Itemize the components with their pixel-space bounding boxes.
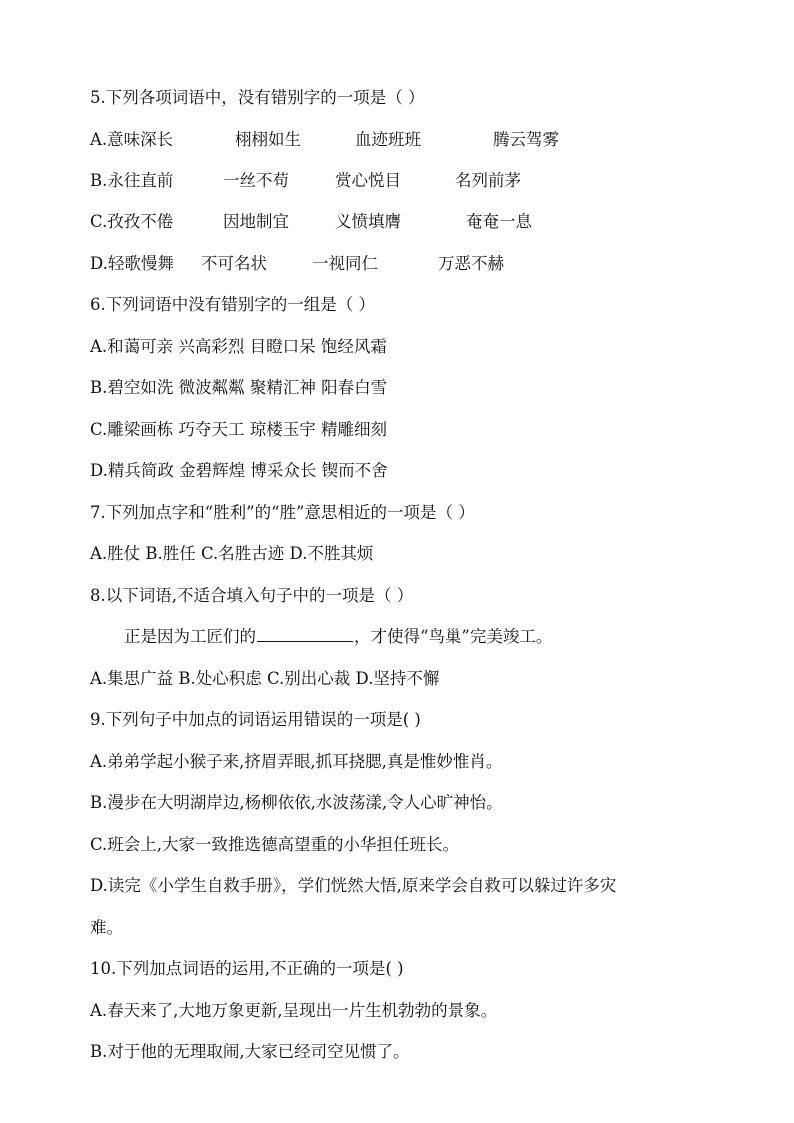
option-a-word-4: 腾云驾雾 bbox=[493, 130, 559, 149]
option-c-word-1: C.孜孜不倦 bbox=[90, 212, 174, 231]
question-5-stem: 5.下列各项词语中，没有错别字的一项是（ ） bbox=[90, 88, 425, 107]
fill-in-blank[interactable] bbox=[257, 625, 353, 642]
question-6-option-a: A.和蔼可亲 兴高彩烈 目瞪口呆 饱经风霜 bbox=[90, 337, 387, 356]
option-c-word-2: 因地制宜 bbox=[223, 212, 289, 231]
question-8-stem: 8.以下词语,不适合填入句子中的一项是（ ） bbox=[90, 586, 414, 605]
question-9-option-c: C.班会上,大家一致推选德高望重的小华担任班长。 bbox=[90, 835, 460, 854]
question-10-option-a: A.春天来了,大地万象更新,呈现出一片生机勃勃的景象。 bbox=[90, 1001, 498, 1020]
question-8-sentence bbox=[124, 625, 552, 649]
question-9-option-a: A.弟弟学起小猴子来,挤眉弄眼,抓耳挠腮,真是惟妙惟肖。 bbox=[90, 752, 503, 771]
question-6-option-c: C.雕梁画栋 巧夺天工 琼楼玉宇 精雕细刻 bbox=[90, 420, 388, 439]
question-9-option-d-line-1: D.读完《小学生自救手册》，学们恍然大悟,原来学会自救可以躲过许多灾 bbox=[90, 876, 617, 895]
question-6-option-b: B.碧空如洗 微波粼粼 聚精汇神 阳春白雪 bbox=[90, 378, 388, 397]
question-9-option-b: B.漫步在大明湖岸边,杨柳依依,水波荡漾,令人心旷神怡。 bbox=[90, 793, 503, 812]
option-a-word-2: 栩栩如生 bbox=[235, 130, 301, 149]
option-a-word-3: 血迹班班 bbox=[355, 130, 421, 149]
option-c-word-3: 义愤填膺 bbox=[335, 212, 401, 231]
option-d-word-4: 万恶不赫 bbox=[438, 254, 504, 273]
option-d-word-1: D.轻歌慢舞 bbox=[90, 254, 174, 273]
option-c-word-4: 奄奄一息 bbox=[466, 212, 532, 231]
option-b-word-1: B.永往直前 bbox=[90, 171, 174, 190]
question-9-stem: 9.下列句子中加点的词语运用错误的一项是( ) bbox=[90, 710, 421, 729]
option-d-word-2: 不可名状 bbox=[201, 254, 267, 273]
question-7-stem: 7.下列加点字和“胜利”的“胜”意思相近的一项是（ ） bbox=[90, 503, 475, 522]
question-9-option-d-line-2: 难。 bbox=[90, 918, 123, 937]
question-5-option-b bbox=[90, 169, 710, 193]
option-a-word-1: A.意味深长 bbox=[90, 130, 174, 149]
question-5-option-c bbox=[90, 210, 710, 234]
option-d-word-3: 一视同仁 bbox=[312, 254, 378, 273]
question-5-option-d bbox=[90, 252, 710, 276]
option-b-word-4: 名列前茅 bbox=[455, 171, 521, 190]
question-8-options: A.集思广益 B.处心积虑 C.别出心裁 D.坚持不懈 bbox=[90, 669, 440, 688]
option-b-word-3: 赏心悦目 bbox=[335, 171, 401, 190]
question-6-stem: 6.下列词语中没有错别字的一组是（ ） bbox=[90, 295, 375, 314]
question-5-option-a bbox=[90, 128, 710, 152]
question-6-option-d: D.精兵简政 金碧辉煌 博采众长 锲而不舍 bbox=[90, 461, 388, 480]
option-b-word-2: 一丝不苟 bbox=[223, 171, 289, 190]
sentence-before-blank: 正是因为工匠们的 bbox=[124, 627, 256, 646]
question-10-option-b: B.对于他的无理取闹,大家已经司空见惯了。 bbox=[90, 1042, 410, 1061]
question-10-stem: 10.下列加点词语的运用,不正确的一项是( ) bbox=[90, 959, 404, 978]
sentence-after-blank: ，才使得“鸟巢”完美竣工。 bbox=[354, 627, 553, 646]
question-7-options: A.胜仗 B.胜任 C.名胜古迹 D.不胜其烦 bbox=[90, 544, 374, 563]
